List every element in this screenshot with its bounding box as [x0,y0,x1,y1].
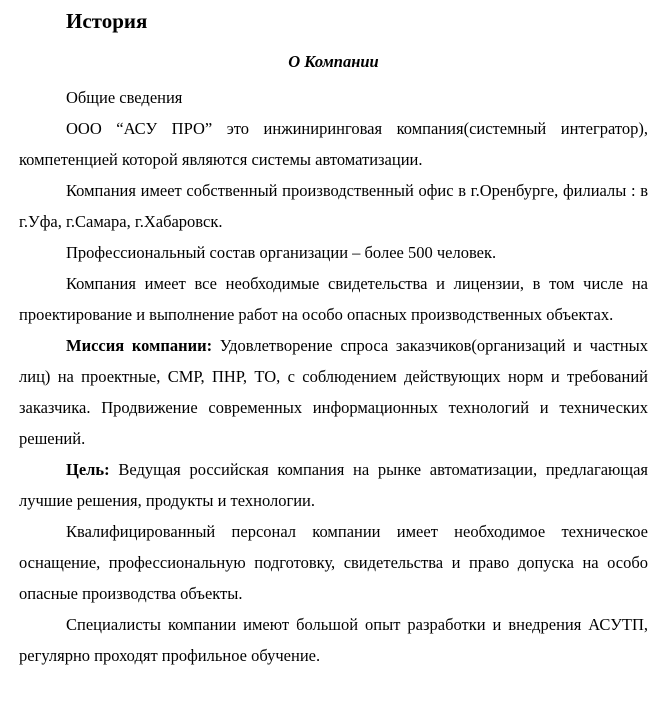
paragraph [19,113,648,175]
paragraph-text: Компания имеет собственный производственный офис в г.Оренбурге, филиалы : в г.Уфа, г.Самара, г.Хабаровск. [19,181,648,231]
paragraph [19,268,648,330]
paragraph-text: Квалифицированный персонал компании имеет необходимое техническое оснащение, профессиональную подготовку, свидетельства и право допуска на особо опасные производства объекты. [19,522,648,603]
paragraph-text: Удовлетворение спроса заказчиков(организаций и частных лиц) на проектные, СМР, ПНР, ТО, с соблюдением действующих норм и требований заказчика. Продвижение современных информационных технологий и технических решений. [19,336,648,448]
paragraph [19,609,648,671]
paragraph [19,516,648,609]
paragraph-text: Компания имеет все необходимые свидетельства и лицензии, в том числе на проектирование и выполнение работ на особо опасных производственных объектах. [19,274,648,324]
paragraph-text: Общие сведения [66,88,183,107]
paragraph-text: Специалисты компании имеют большой опыт разработки и внедрения АСУТП, регулярно проходят профильное обучение. [19,615,648,665]
paragraph-lead: Цель: [66,460,110,479]
document-subtitle: О Компании [288,52,379,71]
paragraph [19,330,648,454]
paragraph-text: Профессиональный состав организации – более 500 человек. [66,243,497,262]
paragraph [19,82,648,113]
paragraph-text: Ведущая российская компания на рынке автоматизации, предлагающая лучшие решения, продукты и технологии. [19,460,648,510]
paragraph [19,175,648,237]
paragraph [19,237,648,268]
paragraph-lead: Миссия компании: [66,336,213,355]
paragraph [19,454,648,516]
page-title: История [66,9,148,33]
paragraph-text: ООО “АСУ ПРО” это инжиниринговая компания(системный интегратор), компетенцией которой являются системы автоматизации. [19,119,648,169]
